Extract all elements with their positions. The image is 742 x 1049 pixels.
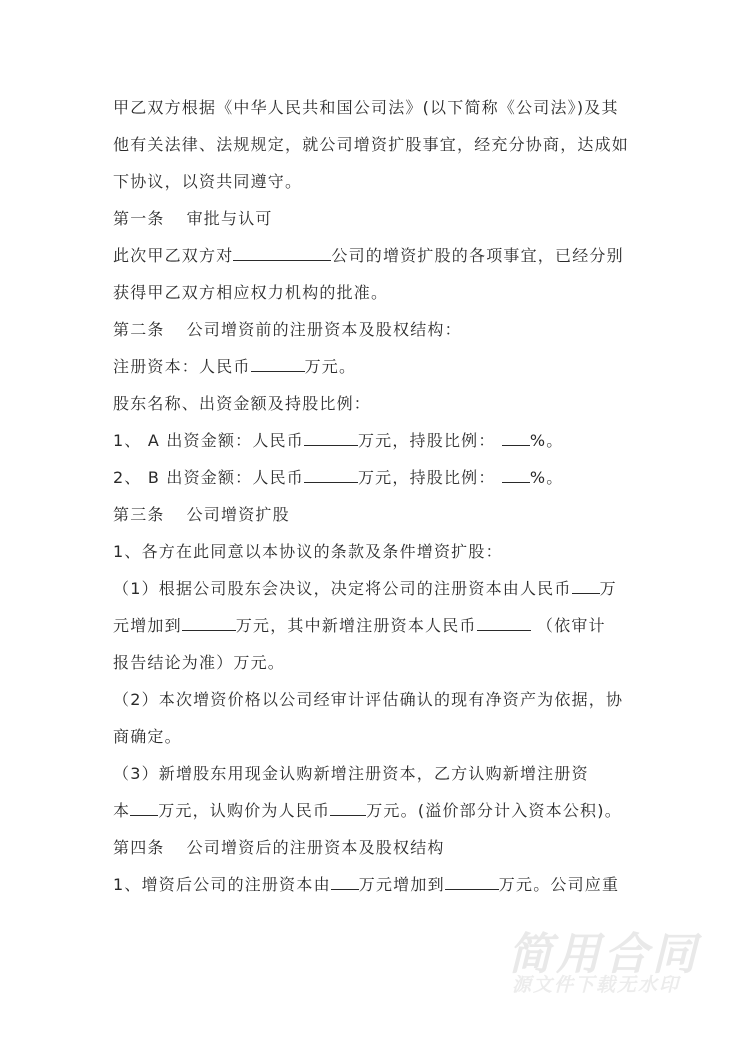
article-3-title: 公司增资扩股 (186, 505, 290, 524)
article-2-number: 第二条 (113, 320, 165, 339)
amount-blank[interactable] (304, 428, 358, 446)
registered-capital-blank[interactable] (251, 354, 305, 372)
article-1-line-2: 获得甲乙双方相应权力机构的批准。 (113, 283, 389, 302)
article-3-sub-3-line-1: （3）新增股东用现金认购新增注册资本，乙方认购新增注册资 (113, 764, 589, 783)
text: 万元，持股比例： (357, 431, 496, 450)
watermark-caption: 源文件下载无水印 (512, 974, 681, 996)
article-1-line-1 (113, 243, 643, 280)
text: （1）根据公司股东会决议，决定将公司的注册资本由人民币 (113, 579, 572, 598)
text: 万元，持股比例： (357, 468, 496, 487)
text: 出资金额：人民币 (166, 431, 304, 450)
article-4-number: 第四条 (113, 838, 165, 857)
original-capital-blank[interactable] (572, 576, 600, 594)
new-capital-blank[interactable] (182, 613, 236, 631)
text: 万元。 (304, 357, 357, 376)
article-2-title: 公司增资前的注册资本及股权结构： (186, 320, 462, 339)
article-4-item-1 (113, 872, 643, 909)
article-2-heading (113, 317, 643, 354)
text: 万元。公司应重 (498, 875, 620, 894)
text: 万元，认购价为人民币 (158, 801, 331, 820)
article-1-heading (113, 206, 643, 243)
article-3-sub-1-line-3: 报告结论为准）万元。 (113, 653, 286, 672)
text: 此次甲乙双方对 (113, 246, 234, 265)
text: 万 (599, 579, 617, 598)
article-3-sub-1-line-1 (113, 576, 643, 613)
text: %。 (529, 431, 564, 450)
text: 1、增资后公司的注册资本由 (113, 875, 331, 894)
intro-line-3: 下协议，以资共同遵守。 (113, 172, 303, 191)
article-3-sub-2-line-1: （2）本次增资价格以公司经审计评估确认的现有净资产为依据，协 (113, 690, 624, 709)
text: %。 (529, 468, 564, 487)
article-1-number: 第一条 (113, 209, 165, 228)
text: 万元增加到 (358, 875, 445, 894)
shareholder-row (113, 428, 643, 465)
text: 1、 (113, 431, 142, 450)
text: 2、 (113, 468, 142, 487)
intro-line-2: 他有关法律、法规规定，就公司增资扩股事宜，经充分协商，达成如 (113, 135, 630, 154)
article-3-number: 第三条 (113, 505, 165, 524)
text: 万元，其中新增注册资本人民币 (235, 616, 477, 635)
document-body (113, 95, 643, 909)
shareholder-row (113, 465, 643, 502)
before-capital-blank[interactable] (331, 872, 359, 890)
text: 本 (113, 801, 131, 820)
company-name-blank[interactable] (233, 243, 331, 261)
article-4-title: 公司增资后的注册资本及股权结构 (186, 838, 445, 857)
percent-blank[interactable] (502, 465, 530, 483)
article-3-sub-3-line-2 (113, 798, 643, 835)
amount-blank[interactable] (304, 465, 358, 483)
text: 出资金额：人民币 (166, 468, 304, 487)
watermark-logo: 简用合同 (508, 929, 700, 980)
shareholder-name: A (147, 431, 161, 450)
text: 注册资本：人民币 (113, 357, 251, 376)
text: 公司的增资扩股的各项事宜，已经分别 (331, 246, 624, 265)
article-3-item-1: 1、各方在此同意以本协议的条款及条件增资扩股： (113, 542, 503, 561)
subscribed-capital-blank[interactable] (130, 798, 158, 816)
article-3-sub-1-line-2 (113, 613, 643, 650)
percent-blank[interactable] (502, 428, 530, 446)
added-capital-blank[interactable] (477, 613, 531, 631)
text: 元增加到 (113, 616, 182, 635)
subscription-price-blank[interactable] (330, 798, 366, 816)
shareholder-name: B (147, 468, 161, 487)
article-4-heading (113, 835, 643, 872)
intro-line-1: 甲乙双方根据《中华人民共和国公司法》(以下简称《公司法》)及其 (113, 98, 619, 117)
article-3-sub-2-line-2: 商确定。 (113, 727, 182, 746)
text: （依审计 (536, 616, 606, 635)
article-3-heading (113, 502, 643, 539)
after-capital-blank[interactable] (445, 872, 499, 890)
registered-capital-line (113, 354, 643, 391)
text: 万元。(溢价部分计入资本公积)。 (366, 801, 622, 820)
article-1-title: 审批与认可 (186, 209, 273, 228)
shareholders-heading: 股东名称、出资金额及持股比例： (113, 394, 372, 413)
